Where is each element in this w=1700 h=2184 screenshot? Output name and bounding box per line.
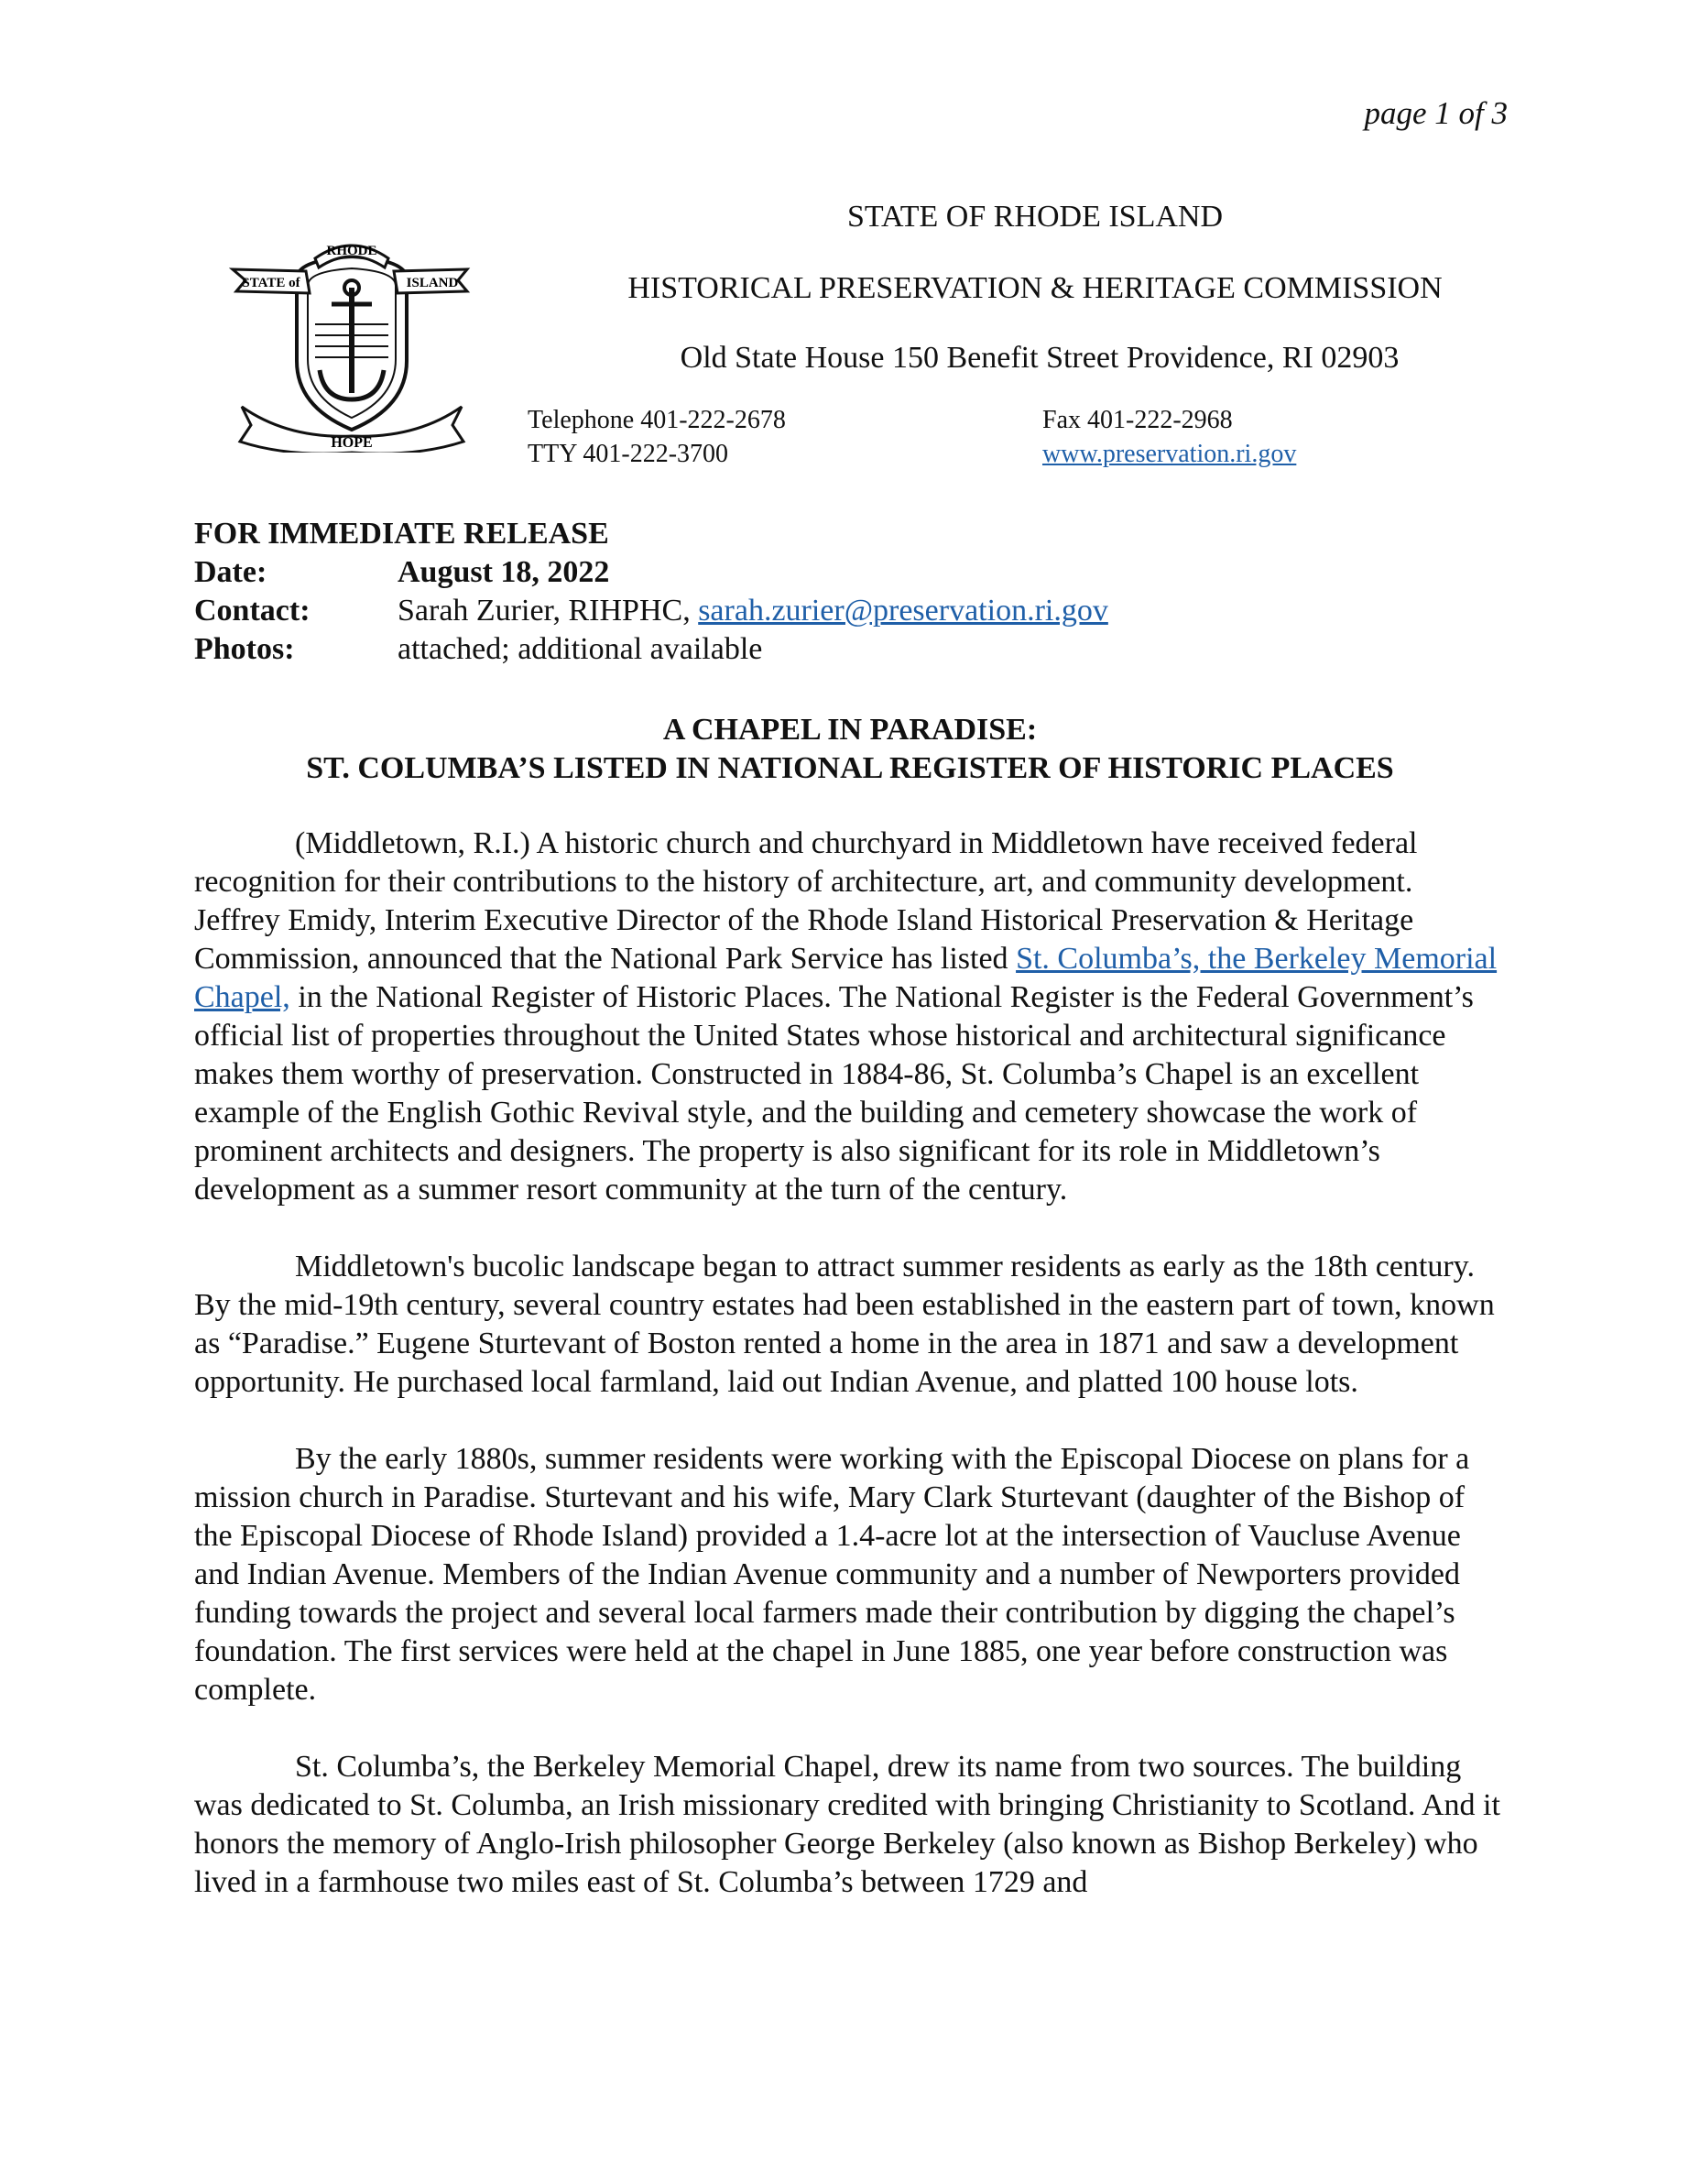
photos-value: attached; additional available: [398, 632, 763, 666]
address-line: Old State House 150 Benefit Street Providence, RI 02903: [680, 341, 1400, 375]
fax-web-block: [1042, 403, 1296, 471]
phone-block: [528, 403, 786, 471]
photos-row: [194, 630, 1108, 669]
telephone-number: Telephone 401-222-2678: [528, 406, 786, 434]
tty-number: TTY 401-222-3700: [528, 440, 729, 468]
release-info: [194, 515, 1108, 669]
seal-text-left: STATE of: [242, 276, 300, 290]
date-value: August 18, 2022: [398, 555, 610, 589]
article-body: [194, 824, 1506, 1940]
rhode-island-seal-icon: [223, 224, 480, 453]
contact-email-link[interactable]: sarah.zurier@preservation.ri.gov: [698, 594, 1108, 628]
chapel-link[interactable]: St. Columba’s, the Berkeley Memorial Chapel,: [194, 942, 1498, 1014]
paragraph-2: Middletown's bucolic landscape began to attract summer residents as early as the 18th century. By the mid-19th century, several country estates had been established in the eastern part of town, known as “Paradise.” Eugene Sturtevant of Boston rented a home in the area in 1871 and saw a development opportunity. He purchased local farmland, laid out Indian Avenue, and platted 100 house lots.: [194, 1250, 1495, 1399]
seal-text-bottom: HOPE: [331, 435, 373, 451]
paragraph-4: St. Columba’s, the Berkeley Memorial Chapel, drew its name from two sources. The building was dedicated to St. Columba, an Irish missionary credited with bringing Christianity to Scotland. And it honors the memory of Anglo-Irish philosopher George Berkeley (also known as Bishop Berkeley) who lived in a farmhouse two miles east of St. Columba’s between 1729 and: [194, 1750, 1500, 1899]
contact-name: Sarah Zurier, RIHPHC,: [398, 594, 691, 628]
paragraph-1: [194, 824, 1506, 1209]
page-number: page 1 of 3: [1364, 95, 1508, 131]
paragraph-3: By the early 1880s, summer residents were working with the Episcopal Diocese on plans for a mission church in Paradise. Sturtevant and his wife, Mary Clark Sturtevant (daughter of the Bishop of the Episcopal Diocese of Rhode Island) provided a 1.4-acre lot at the intersection of Vaucluse Avenue and Indian Avenue. Members of the Indian Avenue community and a number of Newporters provided funding towards the project and several local farmers made their contribution by digging the chapel’s foundation. The first services were held at the chapel in June 1885, one year before construction was complete.: [194, 1442, 1470, 1707]
press-release-title: [194, 711, 1506, 788]
seal-text-right: ISLAND: [406, 276, 459, 290]
commission-heading: HISTORICAL PRESERVATION & HERITAGE COMMISSION: [627, 271, 1443, 305]
date-row: [194, 553, 1108, 592]
contact-row: [194, 592, 1108, 630]
state-heading: STATE OF RHODE ISLAND: [846, 200, 1223, 234]
title-line-2: ST. COLUMBA’S LISTED IN NATIONAL REGISTER OF HISTORIC PLACES: [306, 751, 1394, 785]
date-label: Date:: [194, 555, 267, 589]
seal-text-top: RHODE: [326, 244, 377, 258]
contact-label: Contact:: [194, 594, 311, 628]
release-heading: FOR IMMEDIATE RELEASE: [194, 517, 609, 551]
title-line-1: A CHAPEL IN PARADISE:: [662, 713, 1038, 747]
fax-number: Fax 401-222-2968: [1042, 406, 1233, 434]
photos-label: Photos:: [194, 632, 295, 666]
paragraph-1-intro: (Middletown, R.I.) A historic church and churchyard in Middletown have received federal recognition for their contributions to the history of architecture, art, and community development. Jeffrey Emidy, Interim Executive Director of the Rhode Island Historical Preservation & Heritage Commission, announced that the National Park Service has listed: [194, 826, 1418, 976]
paragraph-1-rest: in the National Register of Historic Places. The National Register is the Federal Government’s official list of properties throughout the United States whose historical and architectural significance makes them worthy of preservation. Constructed in 1884-86, St. Columba’s Chapel is an excellent example of the English Gothic Revival style, and the building and cemetery showcase the work of prominent architects and designers. The property is also significant for its role in Middletown’s development as a summer resort community at the turn of the century.: [194, 980, 1474, 1207]
website-link[interactable]: www.preservation.ri.gov: [1042, 440, 1297, 468]
